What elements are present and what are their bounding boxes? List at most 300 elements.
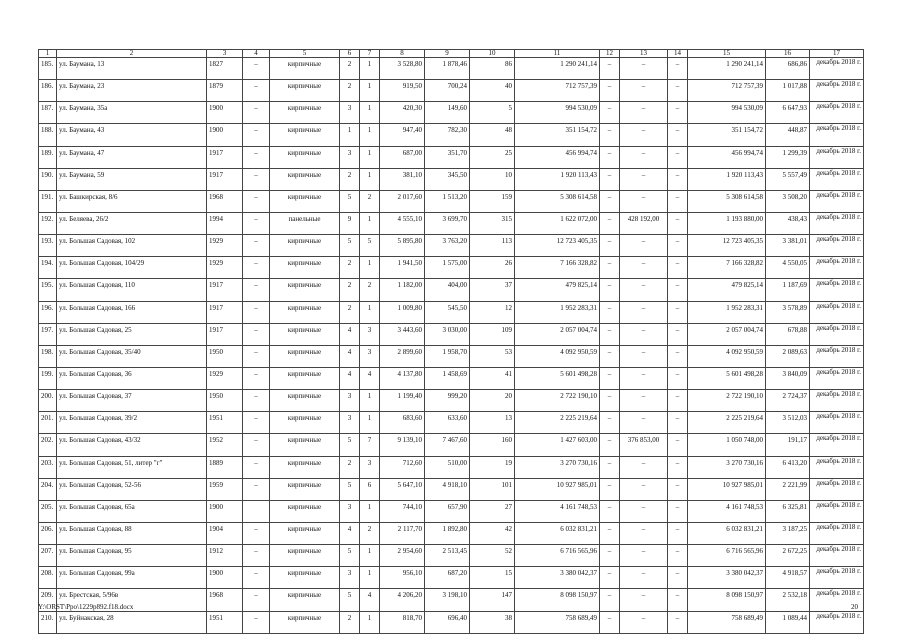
floors-cell: 2 xyxy=(340,611,360,633)
address-cell: ул. Большая Садовая, 65а xyxy=(57,500,207,522)
budget-cost-cell: 5 601 498,28 xyxy=(688,367,766,389)
column-header-5: 5 xyxy=(270,50,340,58)
fund-cost-cell: – xyxy=(600,190,620,212)
row-number-cell: 197. xyxy=(39,323,57,345)
other-cost-cell: – xyxy=(668,323,688,345)
living-area-cell: 700,24 xyxy=(425,80,470,102)
cost-per-sqm-cell: 3 508,20 xyxy=(766,190,810,212)
wall-material-cell: кирпичные xyxy=(270,102,340,124)
residents-cell: 101 xyxy=(470,478,515,500)
total-area-cell: 744,10 xyxy=(380,500,425,522)
wall-material-cell: кирпичные xyxy=(270,168,340,190)
residents-cell: 160 xyxy=(470,434,515,456)
budget-cost-cell: 758 689,49 xyxy=(688,611,766,633)
fund-cost-cell: – xyxy=(600,478,620,500)
column-header-6: 6 xyxy=(340,50,360,58)
year-reconstructed-cell: – xyxy=(243,456,270,478)
total-area-cell: 5 895,80 xyxy=(380,235,425,257)
row-number-cell: 195. xyxy=(39,279,57,301)
budget-cost-cell: 6 032 831,21 xyxy=(688,522,766,544)
owners-cost-cell: – xyxy=(620,545,668,567)
wall-material-cell: кирпичные xyxy=(270,522,340,544)
fund-cost-cell: – xyxy=(600,102,620,124)
planned-date-cell: декабрь 2018 г. xyxy=(810,80,864,102)
fund-cost-cell: – xyxy=(600,345,620,367)
year-reconstructed-cell: – xyxy=(243,545,270,567)
wall-material-cell: кирпичные xyxy=(270,390,340,412)
budget-cost-cell: 2 057 004,74 xyxy=(688,323,766,345)
budget-cost-cell: 1 952 283,31 xyxy=(688,301,766,323)
floors-cell: 5 xyxy=(340,545,360,567)
planned-date-cell: декабрь 2018 г. xyxy=(810,235,864,257)
year-reconstructed-cell: – xyxy=(243,367,270,389)
planned-date-cell: декабрь 2018 г. xyxy=(810,367,864,389)
total-cost-cell: 4 161 748,53 xyxy=(515,500,600,522)
total-cost-cell: 1 920 113,43 xyxy=(515,168,600,190)
planned-date-cell: декабрь 2018 г. xyxy=(810,500,864,522)
year-reconstructed-cell: – xyxy=(243,434,270,456)
wall-material-cell: кирпичные xyxy=(270,611,340,633)
total-area-cell: 2 117,70 xyxy=(380,522,425,544)
total-cost-cell: 1 952 283,31 xyxy=(515,301,600,323)
owners-cost-cell: – xyxy=(620,567,668,589)
year-reconstructed-cell: – xyxy=(243,522,270,544)
planned-date-cell: декабрь 2018 г. xyxy=(810,168,864,190)
cost-per-sqm-cell: 2 532,18 xyxy=(766,589,810,611)
budget-cost-cell: 479 825,14 xyxy=(688,279,766,301)
page-number: 20 xyxy=(851,603,858,611)
address-cell: ул. Большая Садовая, 39/2 xyxy=(57,412,207,434)
residents-cell: 40 xyxy=(470,80,515,102)
residents-cell: 147 xyxy=(470,589,515,611)
table-row xyxy=(39,390,864,412)
living-area-cell: 2 513,45 xyxy=(425,545,470,567)
planned-date-cell: декабрь 2018 г. xyxy=(810,412,864,434)
floors-cell: 5 xyxy=(340,589,360,611)
living-area-cell: 345,50 xyxy=(425,168,470,190)
total-area-cell: 2 899,60 xyxy=(380,345,425,367)
row-number-cell: 201. xyxy=(39,412,57,434)
wall-material-cell: кирпичные xyxy=(270,345,340,367)
column-header-9: 9 xyxy=(425,50,470,58)
total-cost-cell: 1 427 603,00 xyxy=(515,434,600,456)
row-number-cell: 190. xyxy=(39,168,57,190)
total-cost-cell: 351 154,72 xyxy=(515,124,600,146)
floors-cell: 4 xyxy=(340,522,360,544)
budget-cost-cell: 4 092 950,59 xyxy=(688,345,766,367)
planned-date-cell: декабрь 2018 г. xyxy=(810,434,864,456)
address-cell: ул. Большая Садовая, 35/40 xyxy=(57,345,207,367)
planned-date-cell: декабрь 2018 г. xyxy=(810,545,864,567)
other-cost-cell: – xyxy=(668,124,688,146)
year-reconstructed-cell: – xyxy=(243,212,270,234)
other-cost-cell: – xyxy=(668,301,688,323)
fund-cost-cell: – xyxy=(600,257,620,279)
fund-cost-cell: – xyxy=(600,500,620,522)
column-header-8: 8 xyxy=(380,50,425,58)
residents-cell: 315 xyxy=(470,212,515,234)
address-cell: ул. Баумана, 59 xyxy=(57,168,207,190)
residents-cell: 25 xyxy=(470,146,515,168)
budget-cost-cell: 10 927 985,01 xyxy=(688,478,766,500)
year-built-cell: 1952 xyxy=(207,434,243,456)
other-cost-cell: – xyxy=(668,58,688,80)
budget-cost-cell: 351 154,72 xyxy=(688,124,766,146)
year-reconstructed-cell: – xyxy=(243,412,270,434)
floors-cell: 2 xyxy=(340,279,360,301)
wall-material-cell: кирпичные xyxy=(270,257,340,279)
budget-cost-cell: 8 098 150,97 xyxy=(688,589,766,611)
wall-material-cell: кирпичные xyxy=(270,500,340,522)
owners-cost-cell: – xyxy=(620,611,668,633)
living-area-cell: 782,30 xyxy=(425,124,470,146)
column-header-13: 13 xyxy=(620,50,668,58)
floors-cell: 3 xyxy=(340,412,360,434)
budget-cost-cell: 712 757,39 xyxy=(688,80,766,102)
floors-cell: 2 xyxy=(340,58,360,80)
fund-cost-cell: – xyxy=(600,434,620,456)
other-cost-cell: – xyxy=(668,545,688,567)
wall-material-cell: кирпичные xyxy=(270,58,340,80)
total-cost-cell: 3 270 730,16 xyxy=(515,456,600,478)
cost-per-sqm-cell: 6 325,81 xyxy=(766,500,810,522)
owners-cost-cell: – xyxy=(620,235,668,257)
total-area-cell: 2 954,60 xyxy=(380,545,425,567)
address-cell: ул. Большая Садовая, 43/32 xyxy=(57,434,207,456)
residents-cell: 27 xyxy=(470,500,515,522)
fund-cost-cell: – xyxy=(600,522,620,544)
total-area-cell: 1 182,00 xyxy=(380,279,425,301)
year-built-cell: 1968 xyxy=(207,589,243,611)
row-number-cell: 209. xyxy=(39,589,57,611)
wall-material-cell: кирпичные xyxy=(270,478,340,500)
row-number-cell: 205. xyxy=(39,500,57,522)
cost-per-sqm-cell: 6 647,93 xyxy=(766,102,810,124)
residents-cell: 52 xyxy=(470,545,515,567)
year-built-cell: 1929 xyxy=(207,367,243,389)
fund-cost-cell: – xyxy=(600,412,620,434)
total-cost-cell: 758 689,49 xyxy=(515,611,600,633)
year-built-cell: 1900 xyxy=(207,567,243,589)
row-number-cell: 186. xyxy=(39,80,57,102)
owners-cost-cell: – xyxy=(620,80,668,102)
planned-date-cell: декабрь 2018 г. xyxy=(810,478,864,500)
wall-material-cell: кирпичные xyxy=(270,301,340,323)
planned-date-cell: декабрь 2018 г. xyxy=(810,190,864,212)
residents-cell: 13 xyxy=(470,412,515,434)
floors-cell: 2 xyxy=(340,301,360,323)
other-cost-cell: – xyxy=(668,279,688,301)
entrances-cell: 2 xyxy=(360,279,380,301)
residents-cell: 86 xyxy=(470,58,515,80)
year-built-cell: 1951 xyxy=(207,611,243,633)
year-built-cell: 1950 xyxy=(207,345,243,367)
total-cost-cell: 10 927 985,01 xyxy=(515,478,600,500)
other-cost-cell: – xyxy=(668,80,688,102)
fund-cost-cell: – xyxy=(600,168,620,190)
year-built-cell: 1904 xyxy=(207,522,243,544)
living-area-cell: 510,00 xyxy=(425,456,470,478)
column-header-4: 4 xyxy=(243,50,270,58)
total-area-cell: 1 941,50 xyxy=(380,257,425,279)
year-built-cell: 1994 xyxy=(207,212,243,234)
year-built-cell: 1912 xyxy=(207,545,243,567)
total-area-cell: 4 137,80 xyxy=(380,367,425,389)
planned-date-cell: декабрь 2018 г. xyxy=(810,58,864,80)
cost-per-sqm-cell: 678,88 xyxy=(766,323,810,345)
cost-per-sqm-cell: 1 187,69 xyxy=(766,279,810,301)
table-row xyxy=(39,522,864,544)
owners-cost-cell: – xyxy=(620,124,668,146)
planned-date-cell: декабрь 2018 г. xyxy=(810,522,864,544)
row-number-cell: 185. xyxy=(39,58,57,80)
fund-cost-cell: – xyxy=(600,235,620,257)
living-area-cell: 149,60 xyxy=(425,102,470,124)
year-built-cell: 1917 xyxy=(207,168,243,190)
other-cost-cell: – xyxy=(668,212,688,234)
cost-per-sqm-cell: 6 413,20 xyxy=(766,456,810,478)
year-reconstructed-cell: – xyxy=(243,345,270,367)
cost-per-sqm-cell: 1 089,44 xyxy=(766,611,810,633)
row-number-cell: 208. xyxy=(39,567,57,589)
other-cost-cell: – xyxy=(668,589,688,611)
table-row xyxy=(39,567,864,589)
floors-cell: 3 xyxy=(340,567,360,589)
row-number-cell: 210. xyxy=(39,611,57,633)
total-cost-cell: 2 722 190,10 xyxy=(515,390,600,412)
year-reconstructed-cell: – xyxy=(243,190,270,212)
entrances-cell: 3 xyxy=(360,456,380,478)
planned-date-cell: декабрь 2018 г. xyxy=(810,146,864,168)
floors-cell: 5 xyxy=(340,190,360,212)
table-row xyxy=(39,301,864,323)
owners-cost-cell: – xyxy=(620,500,668,522)
row-number-cell: 194. xyxy=(39,257,57,279)
year-reconstructed-cell: – xyxy=(243,279,270,301)
fund-cost-cell: – xyxy=(600,456,620,478)
table-row xyxy=(39,323,864,345)
cost-per-sqm-cell: 2 672,25 xyxy=(766,545,810,567)
total-cost-cell: 712 757,39 xyxy=(515,80,600,102)
other-cost-cell: – xyxy=(668,235,688,257)
budget-cost-cell: 994 530,09 xyxy=(688,102,766,124)
cost-per-sqm-cell: 1 299,39 xyxy=(766,146,810,168)
living-area-cell: 657,90 xyxy=(425,500,470,522)
total-area-cell: 683,60 xyxy=(380,412,425,434)
floors-cell: 3 xyxy=(340,390,360,412)
other-cost-cell: – xyxy=(668,367,688,389)
owners-cost-cell: – xyxy=(620,345,668,367)
total-area-cell: 3 443,60 xyxy=(380,323,425,345)
year-reconstructed-cell: – xyxy=(243,146,270,168)
year-built-cell: 1959 xyxy=(207,478,243,500)
row-number-cell: 203. xyxy=(39,456,57,478)
address-cell: ул. Большая Садовая, 52-56 xyxy=(57,478,207,500)
table-row xyxy=(39,367,864,389)
total-area-cell: 818,70 xyxy=(380,611,425,633)
residents-cell: 113 xyxy=(470,235,515,257)
entrances-cell: 5 xyxy=(360,235,380,257)
year-reconstructed-cell: – xyxy=(243,124,270,146)
living-area-cell: 1 458,69 xyxy=(425,367,470,389)
fund-cost-cell: – xyxy=(600,567,620,589)
address-cell: ул. Большая Садовая, 36 xyxy=(57,367,207,389)
wall-material-cell: кирпичные xyxy=(270,589,340,611)
planned-date-cell: декабрь 2018 г. xyxy=(810,279,864,301)
other-cost-cell: – xyxy=(668,500,688,522)
floors-cell: 4 xyxy=(340,345,360,367)
other-cost-cell: – xyxy=(668,611,688,633)
row-number-cell: 206. xyxy=(39,522,57,544)
planned-date-cell: декабрь 2018 г. xyxy=(810,257,864,279)
living-area-cell: 696,40 xyxy=(425,611,470,633)
budget-cost-cell: 3 380 042,37 xyxy=(688,567,766,589)
living-area-cell: 633,60 xyxy=(425,412,470,434)
wall-material-cell: кирпичные xyxy=(270,323,340,345)
owners-cost-cell: – xyxy=(620,257,668,279)
address-cell: ул. Большая Садовая, 102 xyxy=(57,235,207,257)
column-header-2: 2 xyxy=(57,50,207,58)
other-cost-cell: – xyxy=(668,102,688,124)
cost-per-sqm-cell: 3 840,09 xyxy=(766,367,810,389)
owners-cost-cell: – xyxy=(620,478,668,500)
year-reconstructed-cell: – xyxy=(243,478,270,500)
year-built-cell: 1827 xyxy=(207,58,243,80)
owners-cost-cell: – xyxy=(620,190,668,212)
cost-per-sqm-cell: 3 381,01 xyxy=(766,235,810,257)
column-header-7: 7 xyxy=(360,50,380,58)
table-row xyxy=(39,257,864,279)
row-number-cell: 192. xyxy=(39,212,57,234)
other-cost-cell: – xyxy=(668,190,688,212)
wall-material-cell: кирпичные xyxy=(270,190,340,212)
cost-per-sqm-cell: 1 017,88 xyxy=(766,80,810,102)
residents-cell: 159 xyxy=(470,190,515,212)
planned-date-cell: декабрь 2018 г. xyxy=(810,589,864,611)
cost-per-sqm-cell: 2 221,99 xyxy=(766,478,810,500)
living-area-cell: 404,00 xyxy=(425,279,470,301)
total-area-cell: 420,30 xyxy=(380,102,425,124)
year-reconstructed-cell: – xyxy=(243,168,270,190)
year-built-cell: 1951 xyxy=(207,412,243,434)
owners-cost-cell: – xyxy=(620,522,668,544)
wall-material-cell: кирпичные xyxy=(270,545,340,567)
planned-date-cell: декабрь 2018 г. xyxy=(810,301,864,323)
cost-per-sqm-cell: 686,86 xyxy=(766,58,810,80)
table-row xyxy=(39,80,864,102)
row-number-cell: 189. xyxy=(39,146,57,168)
fund-cost-cell: – xyxy=(600,323,620,345)
wall-material-cell: кирпичные xyxy=(270,124,340,146)
table-row xyxy=(39,279,864,301)
table-row xyxy=(39,212,864,234)
living-area-cell: 545,50 xyxy=(425,301,470,323)
planned-date-cell: декабрь 2018 г. xyxy=(810,212,864,234)
living-area-cell: 4 918,10 xyxy=(425,478,470,500)
year-built-cell: 1879 xyxy=(207,80,243,102)
row-number-cell: 193. xyxy=(39,235,57,257)
other-cost-cell: – xyxy=(668,168,688,190)
wall-material-cell: кирпичные xyxy=(270,146,340,168)
table-row xyxy=(39,102,864,124)
other-cost-cell: – xyxy=(668,478,688,500)
living-area-cell: 3 198,10 xyxy=(425,589,470,611)
owners-cost-cell: – xyxy=(620,301,668,323)
address-cell: ул. Большая Садовая, 25 xyxy=(57,323,207,345)
residents-cell: 42 xyxy=(470,522,515,544)
owners-cost-cell: – xyxy=(620,168,668,190)
table-row xyxy=(39,589,864,611)
living-area-cell: 1 878,46 xyxy=(425,58,470,80)
floors-cell: 3 xyxy=(340,146,360,168)
planned-date-cell: декабрь 2018 г. xyxy=(810,456,864,478)
column-header-16: 16 xyxy=(766,50,810,58)
row-number-cell: 187. xyxy=(39,102,57,124)
total-cost-cell: 7 166 328,82 xyxy=(515,257,600,279)
cost-per-sqm-cell: 3 512,03 xyxy=(766,412,810,434)
row-number-cell: 199. xyxy=(39,367,57,389)
budget-cost-cell: 2 225 219,64 xyxy=(688,412,766,434)
wall-material-cell: кирпичные xyxy=(270,434,340,456)
total-cost-cell: 8 098 150,97 xyxy=(515,589,600,611)
cost-per-sqm-cell: 5 557,49 xyxy=(766,168,810,190)
row-number-cell: 191. xyxy=(39,190,57,212)
year-built-cell: 1917 xyxy=(207,146,243,168)
row-number-cell: 202. xyxy=(39,434,57,456)
living-area-cell: 1 958,70 xyxy=(425,345,470,367)
other-cost-cell: – xyxy=(668,412,688,434)
planned-date-cell: декабрь 2018 г. xyxy=(810,102,864,124)
entrances-cell: 2 xyxy=(360,190,380,212)
address-cell: ул. Буйнакская, 28 xyxy=(57,611,207,633)
year-reconstructed-cell xyxy=(243,500,270,522)
cost-per-sqm-cell: 2 089,63 xyxy=(766,345,810,367)
floors-cell: 2 xyxy=(340,456,360,478)
year-built-cell: 1917 xyxy=(207,323,243,345)
entrances-cell: 1 xyxy=(360,611,380,633)
address-cell: ул. Баумана, 43 xyxy=(57,124,207,146)
wall-material-cell: кирпичные xyxy=(270,412,340,434)
table-row xyxy=(39,545,864,567)
year-built-cell: 1900 xyxy=(207,500,243,522)
living-area-cell: 1 575,00 xyxy=(425,257,470,279)
table-row xyxy=(39,58,864,80)
entrances-cell: 1 xyxy=(360,301,380,323)
entrances-cell: 3 xyxy=(360,323,380,345)
total-cost-cell: 5 601 498,28 xyxy=(515,367,600,389)
address-cell: ул. Большая Садовая, 99а xyxy=(57,567,207,589)
address-cell: ул. Большая Садовая, 95 xyxy=(57,545,207,567)
other-cost-cell: – xyxy=(668,434,688,456)
cost-per-sqm-cell: 3 578,89 xyxy=(766,301,810,323)
total-area-cell: 956,10 xyxy=(380,567,425,589)
entrances-cell: 1 xyxy=(360,257,380,279)
total-area-cell: 687,00 xyxy=(380,146,425,168)
budget-cost-cell: 1 050 748,00 xyxy=(688,434,766,456)
row-number-cell: 207. xyxy=(39,545,57,567)
total-cost-cell: 6 032 831,21 xyxy=(515,522,600,544)
planned-date-cell: декабрь 2018 г. xyxy=(810,611,864,633)
fund-cost-cell: – xyxy=(600,146,620,168)
living-area-cell: 1 513,20 xyxy=(425,190,470,212)
residents-cell: 20 xyxy=(470,390,515,412)
year-reconstructed-cell: – xyxy=(243,102,270,124)
row-number-cell: 200. xyxy=(39,390,57,412)
floors-cell: 4 xyxy=(340,323,360,345)
entrances-cell: 1 xyxy=(360,102,380,124)
budget-cost-cell: 4 161 748,53 xyxy=(688,500,766,522)
owners-cost-cell: – xyxy=(620,390,668,412)
